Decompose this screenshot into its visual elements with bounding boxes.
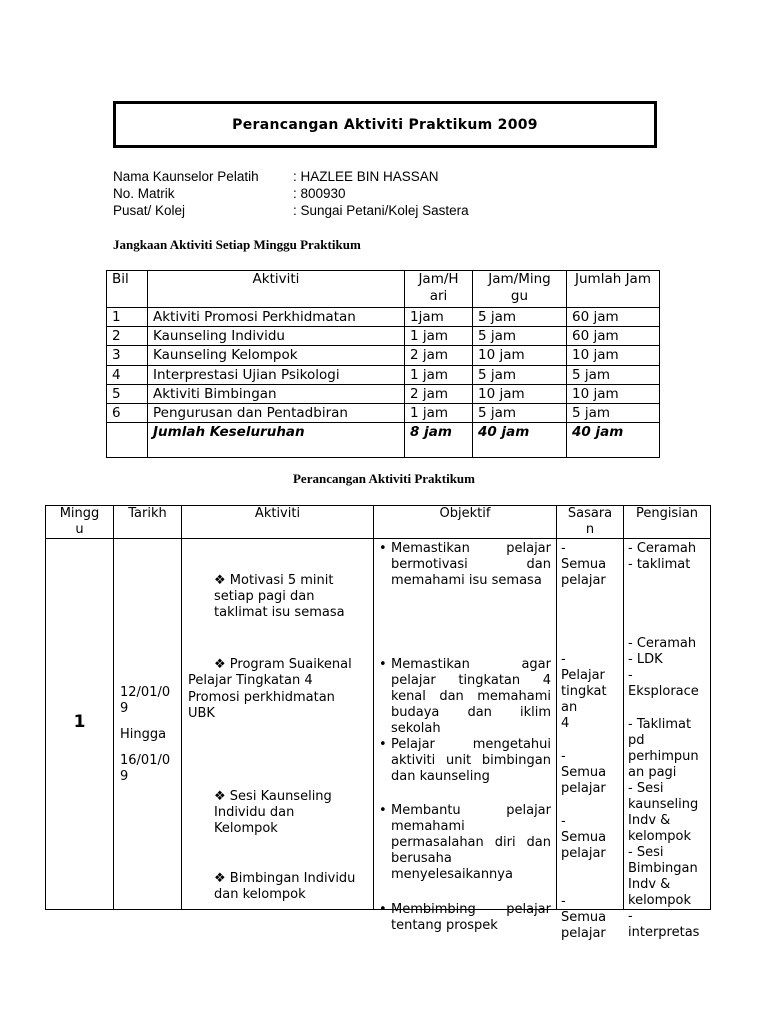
target-group [561, 814, 620, 862]
table-cell: 5 jam [473, 327, 567, 346]
header-aktiviti: Aktiviti [148, 271, 405, 308]
header-tarikh: Tarikh [114, 506, 182, 539]
table-cell: 4 [107, 365, 148, 384]
table-cell: 1 [107, 308, 148, 327]
table-cell: 2 [107, 327, 148, 346]
bullet-icon: • [379, 541, 387, 556]
content-line: - Ceramah [628, 541, 697, 556]
diamond-bullet-icon: ❖ [214, 789, 226, 804]
info-value: : Sungai Petani/Kolej Sastera [293, 203, 469, 218]
content-line: - Sesi [628, 845, 664, 860]
content-line: kelompok [628, 829, 692, 844]
cell-pengisian [624, 539, 711, 940]
header-aktiviti: Aktiviti [182, 506, 374, 539]
activity-text: Sesi Kaunseling Individu dan Kelompok [214, 789, 332, 836]
content-line: kelompok [628, 893, 692, 908]
weekly-activity-table [106, 270, 660, 458]
content-line: - Ceramah [628, 636, 697, 651]
info-row-matric [113, 185, 469, 202]
content-group [628, 636, 707, 700]
info-row-name [113, 168, 469, 185]
cell-objektif [374, 539, 557, 933]
cell-sasaran [557, 539, 624, 941]
target-line: pelajar [561, 926, 606, 941]
table-cell: 60 jam [567, 308, 660, 327]
content-line: Bimbingan [628, 861, 698, 876]
content-line: Indv & [628, 877, 671, 892]
table-cell: 10 jam [567, 346, 660, 365]
total-cell [107, 423, 148, 458]
target-group [561, 894, 620, 942]
content-group [628, 541, 707, 573]
bullet-icon: • [379, 803, 387, 818]
content-line: Indv & [628, 813, 671, 828]
info-value: : 800930 [293, 186, 346, 201]
table-cell: 10 jam [567, 384, 660, 403]
target-line: - [561, 894, 566, 909]
table-cell: 5 jam [473, 404, 567, 423]
week-number: 1 [73, 712, 86, 732]
header-jam-hari: Jam/H ari [405, 271, 473, 308]
target-line: an [561, 700, 578, 715]
table-cell: Kaunseling Individu [148, 327, 405, 346]
content-line: an pagi [628, 765, 677, 780]
target-line: Pelajar [561, 668, 605, 683]
table-cell: 1 jam [405, 404, 473, 423]
objective-text: Memastikan agar pelajar tingkatan 4 kenal dan memahami budaya dan iklim sekolah [391, 657, 551, 736]
table-cell: 5 jam [473, 308, 567, 327]
table-cell: Interprestasi Ujian Psikologi [148, 365, 405, 384]
objective-item [379, 902, 551, 934]
target-line: pelajar [561, 781, 606, 796]
table-cell: Aktiviti Promosi Perkhidmatan [148, 308, 405, 327]
activity-item [214, 573, 362, 621]
objective-item [379, 657, 551, 737]
activity-text: Motivasi 5 minit setiap pagi dan taklimat isu semasa [214, 573, 345, 620]
target-line: pelajar [561, 573, 606, 588]
target-line: - [561, 814, 566, 829]
info-row-center [113, 202, 469, 219]
activity-text: Program Suaikenal Pelajar Tingkatan 4 [188, 657, 352, 688]
content-line: - LDK [628, 652, 663, 667]
table-row [46, 539, 711, 910]
target-line: - [561, 541, 566, 556]
info-label: No. Matrik [113, 186, 175, 201]
content-line: - Taklimat [628, 717, 692, 732]
content-line: - Sesi [628, 781, 664, 796]
main-activity: Promosi perkhidmatan UBK [188, 690, 335, 721]
table-row [107, 346, 660, 365]
header-jumlah-jam: Jumlah Jam [567, 271, 660, 308]
header-sasaran: Sasara n [557, 506, 624, 539]
target-group [561, 652, 620, 732]
trainee-info [113, 168, 469, 219]
activity-item [214, 871, 362, 903]
table-cell: 1 jam [405, 327, 473, 346]
content-line: perhimpun [628, 749, 699, 764]
activity-item [214, 789, 362, 837]
total-cell: 40 jam [567, 423, 660, 458]
diamond-bullet-icon: ❖ [214, 871, 226, 886]
target-line: pelajar [561, 846, 606, 861]
info-value: : HAZLEE BIN HASSAN [293, 169, 439, 184]
content-line: - [628, 668, 633, 683]
content-group [628, 717, 707, 941]
content-line: kaunseling [628, 797, 699, 812]
objective-item [379, 737, 551, 785]
info-label: Nama Kaunselor Pelatih [113, 169, 259, 184]
header-pengisian: Pengisian [624, 506, 711, 539]
content-line: interpretas [628, 925, 700, 940]
content-line: - [628, 909, 633, 924]
cell-minggu [46, 539, 114, 910]
target-line: Semua [561, 910, 607, 925]
table-cell: 5 jam [567, 404, 660, 423]
target-line: Semua [561, 830, 607, 845]
objective-text: Pelajar mengetahui aktiviti unit bimbingan dan kaunseling [391, 737, 551, 784]
bullet-icon: • [379, 902, 387, 917]
header-jam-minggu: Jam/Ming gu [473, 271, 567, 308]
objective-text: Membantu pelajar memahami permasalahan diri dan berusaha menyelesaikannya [391, 803, 551, 882]
table-cell: 60 jam [567, 327, 660, 346]
header-minggu: Mingg u [46, 506, 114, 539]
activity-item [188, 657, 363, 689]
objective-text: Membimbing pelajar tentang prospek [391, 902, 551, 933]
content-line: - taklimat [628, 557, 691, 572]
table-cell: 10 jam [473, 384, 567, 403]
table-cell: 1 jam [405, 365, 473, 384]
section1-heading: Jangkaan Aktiviti Setiap Minggu Praktikum [113, 237, 361, 252]
table-cell: Pengurusan dan Pentadbiran [148, 404, 405, 423]
target-line: - [561, 749, 566, 764]
table-row [107, 308, 660, 327]
target-line: tingkat [561, 684, 607, 699]
content-line: pd [628, 733, 645, 748]
table-row [107, 365, 660, 384]
date-range: 12/01/0 9 Hingga 16/01/0 9 [120, 685, 171, 784]
diamond-bullet-icon: ❖ [214, 657, 226, 672]
target-group [561, 541, 620, 589]
header-bil: Bil [107, 271, 148, 308]
target-group [561, 749, 620, 797]
total-cell: 8 jam [405, 423, 473, 458]
cell-aktiviti [182, 539, 374, 910]
objective-item [379, 803, 551, 883]
content-line: Eksplorace [628, 684, 699, 699]
info-label: Pusat/ Kolej [113, 203, 186, 218]
header-objektif: Objektif [374, 506, 557, 539]
table-cell: Aktiviti Bimbingan [148, 384, 405, 403]
table-row [107, 384, 660, 403]
table-cell: Kaunseling Kelompok [148, 346, 405, 365]
table-cell: 5 jam [567, 365, 660, 384]
bullet-icon: • [379, 737, 387, 752]
cell-tarikh [114, 539, 182, 910]
target-line: 4 [561, 716, 570, 731]
objective-text: Memastikan pelajar bermotivasi dan memahami isu semasa [391, 541, 551, 588]
table-row [107, 327, 660, 346]
table-cell: 6 [107, 404, 148, 423]
table-cell: 3 [107, 346, 148, 365]
table-cell: 5 [107, 384, 148, 403]
table-cell: 2 jam [405, 384, 473, 403]
bullet-icon: • [379, 657, 387, 672]
total-cell: Jumlah Keseluruhan [148, 423, 405, 458]
diamond-bullet-icon: ❖ [214, 573, 226, 588]
table-cell: 5 jam [473, 365, 567, 384]
table-cell: 2 jam [405, 346, 473, 365]
total-cell: 40 jam [473, 423, 567, 458]
table-row [107, 404, 660, 423]
total-row [107, 423, 660, 458]
section2-heading: Perancangan Aktiviti Praktikum [292, 471, 475, 486]
activity-text: Bimbingan Individu dan kelompok [214, 871, 356, 902]
table-cell: 1jam [405, 308, 473, 327]
target-line: Semua [561, 557, 607, 572]
document-title: Perancangan Aktiviti Praktikum 2009 [113, 101, 657, 148]
practicum-plan-table [45, 505, 711, 941]
objective-item [379, 541, 551, 589]
table-cell: 10 jam [473, 346, 567, 365]
target-line: - [561, 652, 566, 667]
target-line: Semua [561, 765, 607, 780]
